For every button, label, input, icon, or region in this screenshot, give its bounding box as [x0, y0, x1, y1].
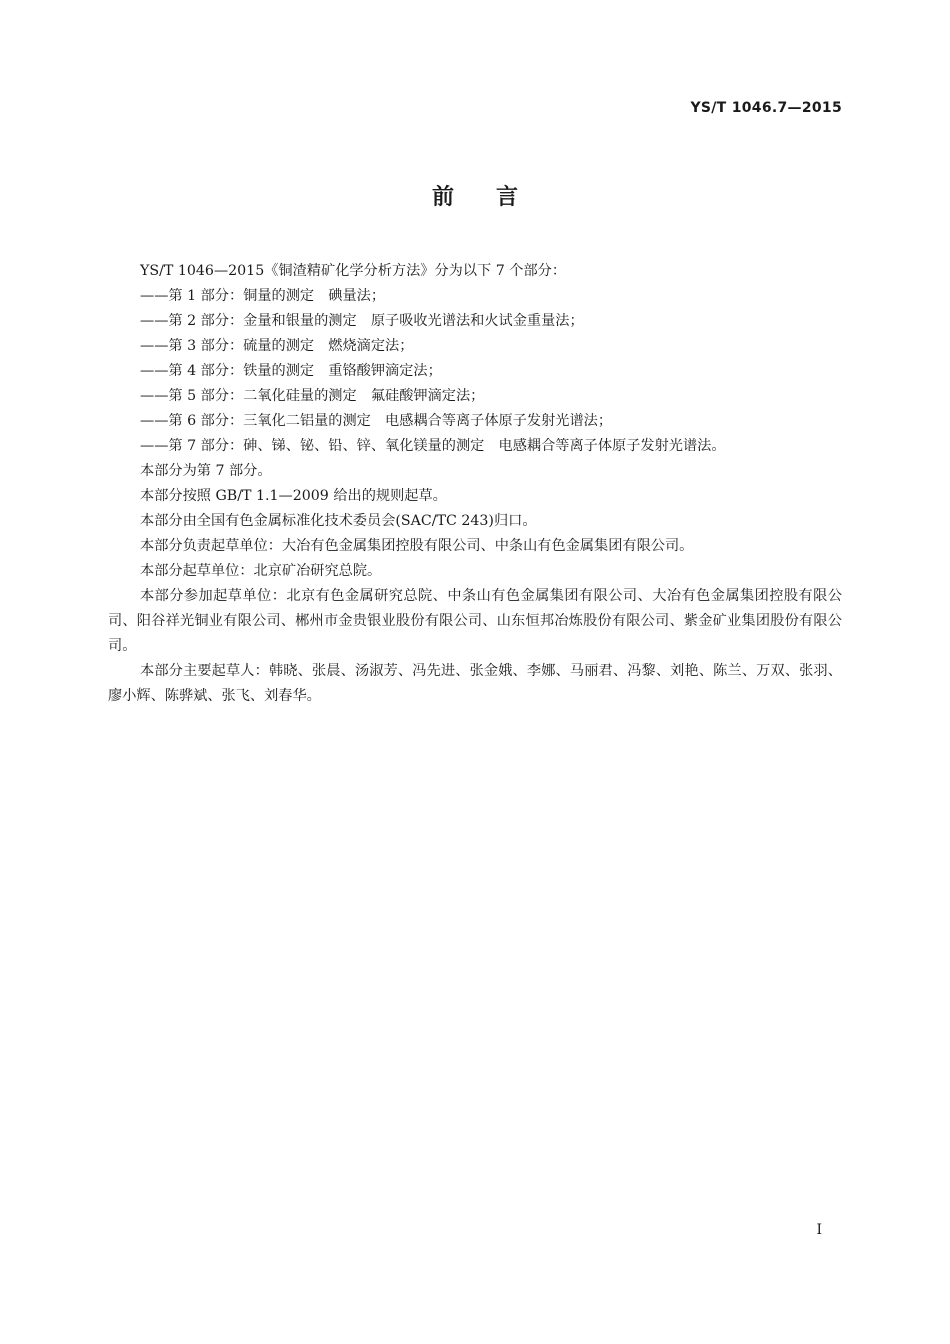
part-item: ——第 7 部分：砷、锑、铋、铅、锌、氧化镁量的测定 电感耦合等离子体原子发射光谱法。	[140, 438, 726, 454]
standard-number: YS/T 1046.7—2015	[690, 100, 842, 116]
part-item: ——第 2 部分：金量和银量的测定 原子吸收光谱法和火试金重量法；	[140, 313, 584, 329]
part-item: ——第 5 部分：二氧化硅量的测定 氟硅酸钾滴定法；	[140, 388, 485, 404]
paragraph: 本部分参加起草单位：北京有色金属研究总院、中条山有色金属集团有限公司、大冶有色金属集团控股有限公司、阳谷祥光铜业有限公司、郴州市金贵银业股份有限公司、山东恒邦冶炼股份有限公司、紫金矿业集团股份有限公司。	[108, 588, 842, 654]
part-item: ——第 1 部分：铜量的测定 碘量法；	[140, 288, 386, 304]
part-item: ——第 4 部分：铁量的测定 重铬酸钾滴定法；	[140, 363, 442, 379]
intro-paragraph: YS/T 1046—2015《铜渣精矿化学分析方法》分为以下 7 个部分：	[140, 263, 567, 279]
paragraph: 本部分起草单位：北京矿冶研究总院。	[140, 563, 382, 579]
paragraph: 本部分由全国有色金属标准化技术委员会(SAC/TC 243)归口。	[140, 513, 537, 529]
foreword-body	[108, 259, 842, 709]
page-number: I	[816, 1222, 822, 1238]
paragraph: 本部分主要起草人：韩晓、张晨、汤淑芳、冯先进、张金娥、李娜、马丽君、冯黎、刘艳、陈兰、万双、张羽、廖小辉、陈骅斌、张飞、刘春华。	[108, 663, 842, 704]
paragraph: 本部分负责起草单位：大冶有色金属集团控股有限公司、中条山有色金属集团有限公司。	[140, 538, 694, 554]
part-item: ——第 6 部分：三氧化二铝量的测定 电感耦合等离子体原子发射光谱法；	[140, 413, 613, 429]
paragraph: 本部分按照 GB/T 1.1—2009 给出的规则起草。	[140, 488, 447, 504]
part-item: ——第 3 部分：硫量的测定 燃烧滴定法；	[140, 338, 414, 354]
paragraph: 本部分为第 7 部分。	[140, 463, 272, 479]
page-title: 前言	[431, 185, 560, 210]
